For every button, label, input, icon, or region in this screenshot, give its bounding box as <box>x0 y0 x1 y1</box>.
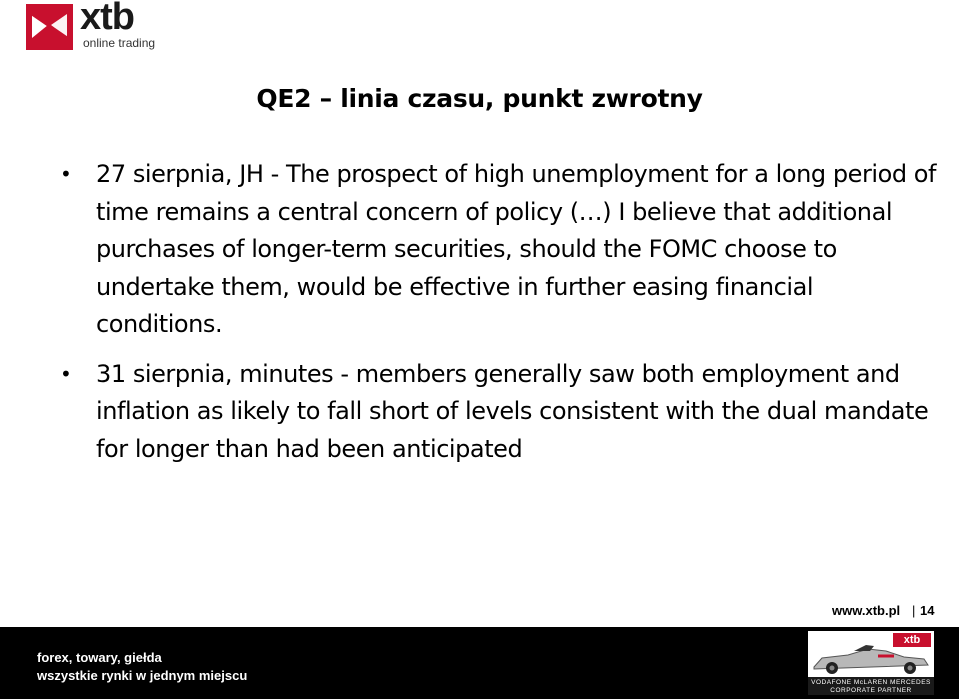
bullet-icon: • <box>60 162 72 186</box>
partner-line-2: CORPORATE PARTNER <box>830 687 912 694</box>
bullet-item-1 <box>60 156 940 344</box>
partner-line-1: VODAFONE McLAREN MERCEDES <box>811 679 931 686</box>
footer-bar <box>0 627 959 699</box>
footer-url-link[interactable]: www.xtb.pl <box>832 603 901 618</box>
race-car-icon <box>808 631 934 677</box>
bullet-text-1: 27 sierpnia, JH - The prospect of high unemployment for a long period of time remains a central concern of policy (…) I believe that additional purchases of longer-term securities, should the FOMC choose to undertake them, would be effective in further easing financial conditions. <box>96 160 937 338</box>
partner-xtb-logo: xtb <box>893 633 931 647</box>
footer-separator: | <box>912 603 916 618</box>
logo-brand-text: xtb <box>80 0 134 38</box>
page-number: 14 <box>920 603 935 618</box>
footer-tagline-2: wszystkie rynki w jednym miejscu <box>37 668 248 683</box>
corporate-partner-badge <box>808 631 934 695</box>
slide-title: QE2 – linia czasu, punkt zwrotny <box>256 84 703 113</box>
xtb-logo-mark-icon <box>26 4 73 50</box>
bullet-item-2 <box>60 356 940 469</box>
logo-subtitle: online trading <box>83 36 156 50</box>
footer-tagline-1: forex, towary, giełda <box>37 650 162 665</box>
xtb-logo <box>26 2 156 52</box>
bullet-list <box>60 156 940 480</box>
bullet-icon: • <box>60 361 72 386</box>
bullet-text-2: 31 sierpnia, minutes - members generally saw both employment and inflation as likely to fall short of levels consistent with the dual mandate for longer than had been anticipated <box>96 359 929 463</box>
